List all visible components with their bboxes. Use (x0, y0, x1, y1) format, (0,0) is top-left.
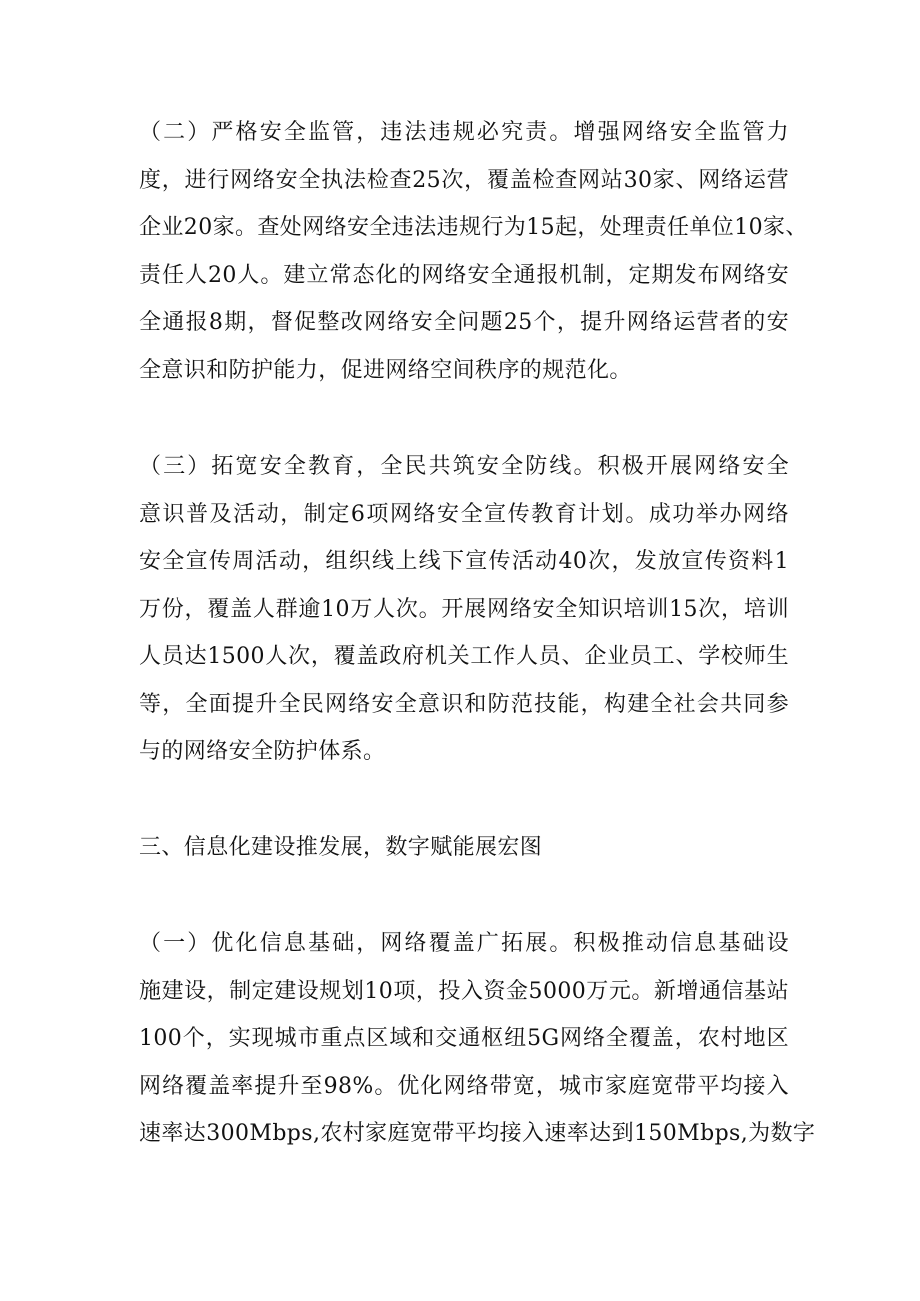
paragraph-2-2-line-3: 企业20家。查处网络安全违法违规行为15起，处理责任单位10家、 (139, 215, 808, 240)
paragraph-2-2-line-5: 全通报8期，督促整改网络安全问题25个，提升网络运营者的安 (139, 310, 789, 335)
paragraph-2-3-line-6: 等，全面提升全民网络安全意识和防范技能，构建全社会共同参 (139, 692, 789, 717)
paragraph-2-3-line-3: 安全宣传周活动，组织线上线下宣传活动40次，发放宣传资料1 (139, 549, 789, 574)
section-heading-3: 三、信息化建设推发展，数字赋能展宏图 (139, 835, 543, 860)
paragraph-2-3-line-7: 与的网络安全防护体系。 (139, 739, 386, 764)
paragraph-2-3-line-5: 人员达1500人次，覆盖政府机关工作人员、企业员工、学校师生 (139, 644, 789, 669)
paragraph-2-3-line-1: （三）拓宽安全教育，全民共筑安全防线。积极开展网络安全 (139, 454, 789, 479)
paragraph-3-1-line-1: （一）优化信息基础，网络覆盖广拓展。积极推动信息基础设 (139, 931, 789, 956)
paragraph-2-3-line-4: 万份，覆盖人群逾10万人次。开展网络安全知识培训15次，培训 (139, 597, 789, 622)
paragraph-3-1-line-3: 100个，实现城市重点区域和交通枢纽5G网络全覆盖，农村地区 (139, 1026, 789, 1051)
paragraph-2-3-line-2: 意识普及活动，制定6项网络安全宣传教育计划。成功举办网络 (139, 502, 789, 527)
paragraph-2-2-line-6: 全意识和防护能力，促进网络空间秩序的规范化。 (139, 358, 632, 383)
paragraph-3-1-line-2: 施建设，制定建设规划10项，投入资金5000万元。新增通信基站 (139, 979, 789, 1004)
paragraph-2-2-line-4: 责任人20人。建立常态化的网络安全通报机制，定期发布网络安 (139, 263, 789, 288)
paragraph-3-1-line-5: 速率达300Mbps,农村家庭宽带平均接入速率达到150Mbps,为数字 (139, 1121, 816, 1146)
paragraph-2-2-line-1: （二）严格安全监管，违法违规必究责。增强网络安全监管力 (139, 120, 789, 145)
paragraph-3-1-line-4: 网络覆盖率提升至98%。优化网络带宽，城市家庭宽带平均接入 (139, 1074, 789, 1099)
paragraph-2-2-line-2: 度，进行网络安全执法检查25次，覆盖检查网站30家、网络运营 (139, 168, 789, 193)
